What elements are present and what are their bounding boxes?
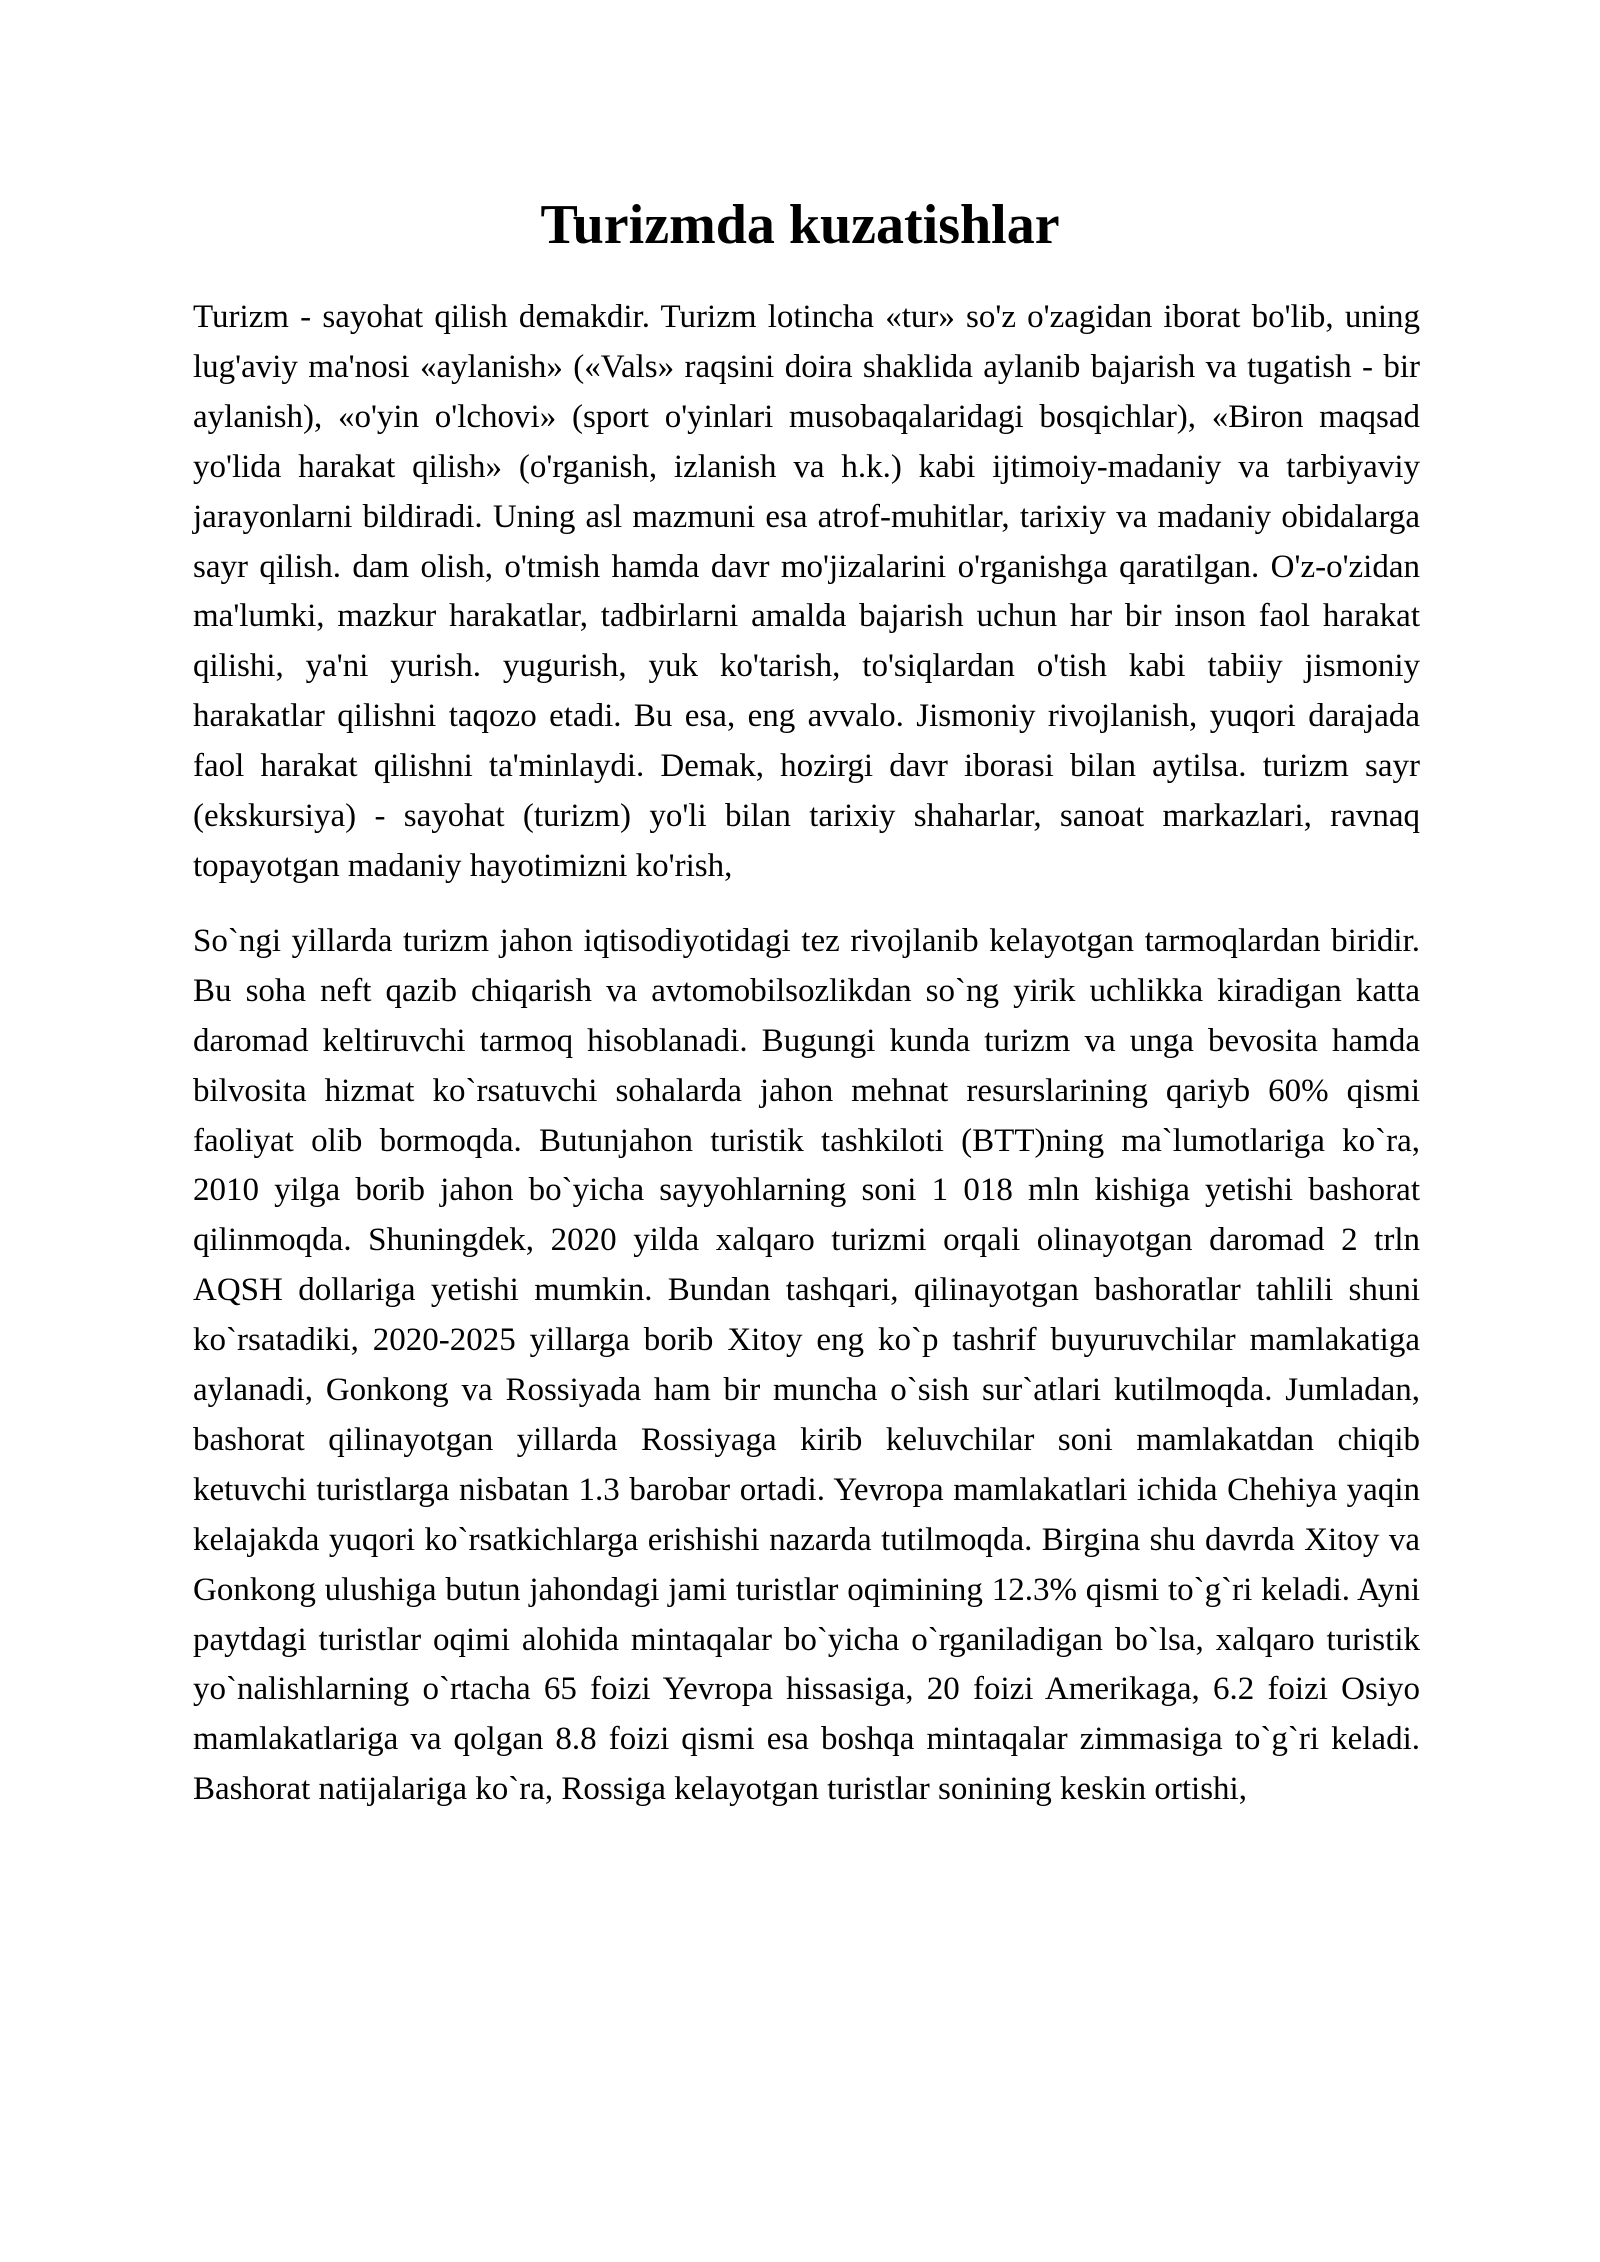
document-body <box>193 293 1420 1815</box>
paragraph-2: So`ngi yillarda turizm jahon iqtisodiyotidagi tez rivojlanib kelayotgan tarmoqlardan biridir. Bu soha neft qazib chiqarish va avtomobilsozlikdan so`ng yirik uchlikka kiradigan katta daromad keltiruvchi tarmoq hisoblanadi. Bugungi kunda turizm va unga bevosita hamda bilvosita hizmat ko`rsatuvchi sohalarda jahon mehnat resurslarining qariyb 60% qismi faoliyat olib bormoqda. Butunjahon turistik tashkiloti (BTT)ning ma`lumotlariga ko`ra, 2010 yilga borib jahon bo`yicha sayyohlarning soni 1 018 mln kishiga yetishi bashorat qilinmoqda. Shuningdek, 2020 yilda xalqaro turizmi orqali olinayotgan daromad 2 trln AQSH dollariga yetishi mumkin. Bundan tashqari, qilinayotgan bashoratlar tahlili shuni ko`rsatadiki, 2020-2025 yillarga borib Xitoy eng ko`p tashrif buyuruvchilar mamlakatiga aylanadi, Gonkong va Rossiyada ham bir muncha o`sish sur`atlari kutilmoqda. Jumladan, bashorat qilinayotgan yillarda Rossiyaga kirib keluvchilar soni mamlakatdan chiqib ketuvchi turistlarga nisbatan 1.3 barobar ortadi. Yevropa mamlakatlari ichida Chehiya yaqin kelajakda yuqori ko`rsatkichlarga erishishi nazarda tutilmoqda. Birgina shu davrda Xitoy va Gonkong ulushiga butun jahondagi jami turistlar oqimining 12.3% qismi to`g`ri keladi. Ayni paytdagi turistlar oqimi alohida mintaqalar bo`yicha o`rganiladigan bo`lsa, xalqaro turistik yo`nalishlarning o`rtacha 65 foizi Yevropa hissasiga, 20 foizi Amerikaga, 6.2 foizi Osiyo mamlakatlariga va qolgan 8.8 foizi qismi esa boshqa mintaqalar zimmasiga to`g`ri keladi. Bashorat natijalariga ko`ra, Rossiga kelayotgan turistlar sonining keskin ortishi, <box>193 922 1420 1808</box>
paragraph-1: Turizm - sayohat qilish demakdir. Turizm lotincha «tur» so'z o'zagidan iborat bo'lib, uning lug'aviy ma'nosi «aylanish» («Vals» raqsini doira shaklida aylanib bajarish va tugatish - bir aylanish), «o'yin o'lchovi» (sport o'yinlari musobaqalaridagi bosqichlar), «Biron maqsad yo'lida harakat qilish» (o'rganish, izlanish va h.k.) kabi ijtimoiy-madaniy va tarbiyaviy jarayonlarni bildiradi. Uning asl mazmuni esa atrof-muhitlar, tarixiy va madaniy obidalarga sayr qilish. dam olish, o'tmish hamda davr mo'jizalarini o'rganishga qaratilgan. O'z-o'zidan ma'lumki, mazkur harakatlar, tadbirlarni amalda bajarish uchun har bir inson faol harakat qilishi, ya'ni yurish. yugurish, yuk ko'tarish, to'siqlardan o'tish kabi tabiiy jismoniy harakatlar qilishni taqozo etadi. Bu esa, eng avvalo. Jismoniy rivojlanish, yuqori darajada faol harakat qilishni ta'minlaydi. Demak, hozirgi davr iborasi bilan aytilsa. turizm sayr (ekskursiya) - sayohat (turizm) yo'li bilan tarixiy shaharlar, sanoat markazlari, ravnaq topayotgan madaniy hayotimizni ko'rish, <box>193 299 1420 884</box>
document-title: Turizmda kuzatishlar <box>540 194 1060 256</box>
